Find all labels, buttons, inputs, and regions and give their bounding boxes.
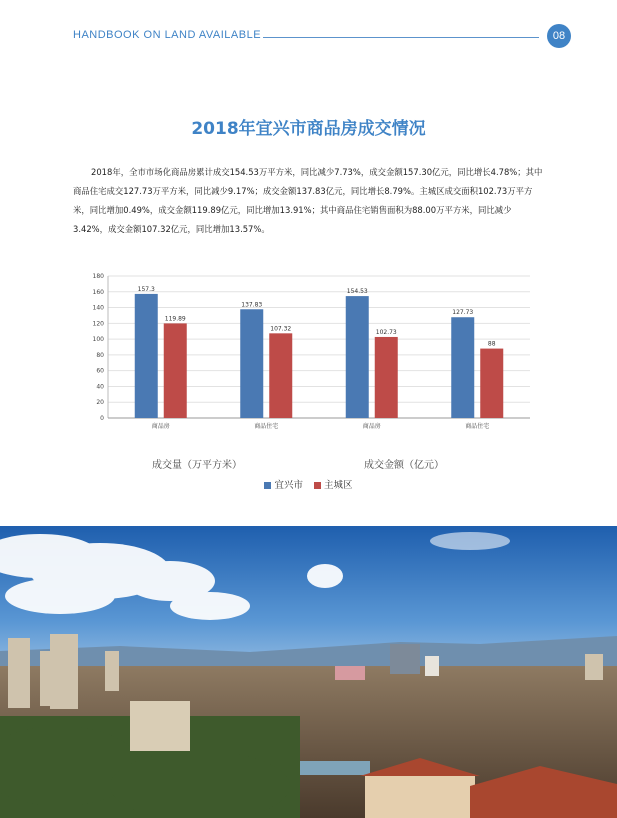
data-label-s1-2: 154.53: [346, 288, 368, 296]
legend-label-yixing: 宜兴市: [274, 480, 303, 491]
legend-label-main-city: 主城区: [324, 480, 353, 491]
group-label-amount: 成交金额（亿元）: [364, 460, 444, 471]
header-title: HANDBOOK ON LAND AVAILABLE: [73, 29, 262, 41]
y-tick-label-1: 20: [96, 399, 104, 407]
y-tick-label-3: 60: [96, 367, 104, 375]
bar-s2-1: [269, 333, 292, 418]
data-label-s2-1: 107.32: [270, 325, 292, 333]
bar-s1-1: [240, 309, 263, 418]
data-label-s2-2: 102.73: [375, 328, 397, 336]
bar-s1-0: [135, 294, 158, 418]
group-label-volume: 成交量（万平方米）: [152, 460, 242, 471]
legend-item-main-city: [314, 480, 353, 491]
y-tick-label-7: 140: [92, 304, 104, 312]
y-tick-label-0: 0: [100, 415, 104, 422]
data-label-s1-1: 137.83: [241, 301, 263, 309]
legend-swatch-main-city: [314, 482, 321, 489]
bar-s2-2: [375, 337, 398, 418]
bar-s1-2: [346, 296, 369, 418]
y-tick-label-2: 40: [96, 383, 104, 391]
data-label-s1-0: 157.3: [137, 285, 155, 293]
transaction-bar-chart: [80, 268, 535, 438]
body-paragraph: 2018年，全市市场化商品房累计成交154.53万平方米，同比减少7.73%，成交金额157.30亿元，同比增长4.78%；其中商品住宅成交127.73万平方米，同比减少9.17%；成交金额137.83亿元，同比增长8.79%。主城区成交面积102.73万平方米，同比增加0.49%，成交金额119.89亿元，同比增加13.91%；其中商品住宅销售面积为88.00万平方米，同比减少3.42%，成交金额107.32亿元，同比增加13.57%。: [73, 167, 543, 234]
page-number-badge: 08: [547, 24, 571, 48]
y-tick-label-5: 100: [92, 336, 104, 344]
data-label-s2-0: 119.89: [164, 315, 186, 323]
x-tick-label-2: 商品房: [362, 423, 381, 430]
chart-legend: [0, 477, 617, 491]
y-tick-label-6: 120: [92, 320, 104, 328]
x-tick-label-0: 商品房: [151, 423, 170, 430]
legend-swatch-yixing: [264, 482, 271, 489]
y-tick-label-9: 180: [92, 273, 104, 280]
data-label-s2-3: 88: [487, 340, 496, 348]
bar-s2-3: [480, 349, 503, 418]
x-tick-label-3: 商品住宅: [465, 423, 490, 430]
bar-s1-3: [451, 317, 474, 418]
page-title: 2018年宜兴市商品房成交情况: [191, 119, 426, 139]
header-divider: [263, 37, 539, 38]
y-tick-label-4: 80: [96, 351, 104, 359]
bar-s2-0: [164, 323, 187, 418]
legend-item-yixing: [264, 480, 303, 491]
y-tick-label-8: 160: [92, 288, 104, 296]
data-label-s1-3: 127.73: [452, 309, 474, 317]
x-tick-label-1: 商品住宅: [254, 423, 279, 430]
city-skyline-photo: [0, 526, 617, 818]
